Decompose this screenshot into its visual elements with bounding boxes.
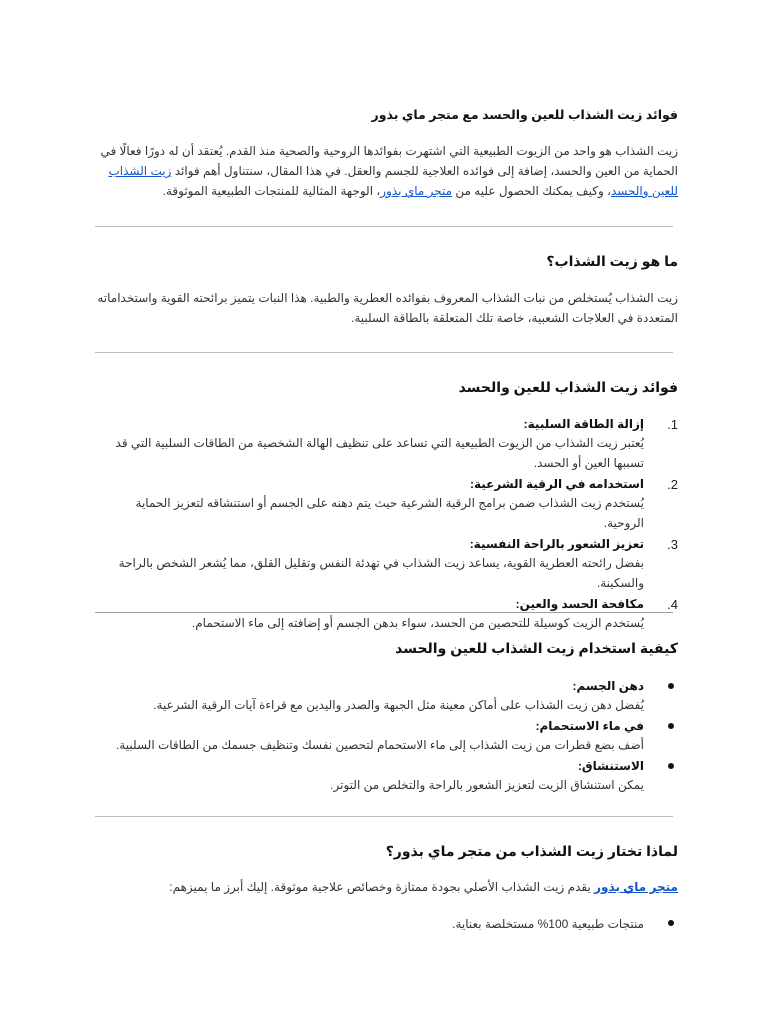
intro-link-store[interactable]: متجر ماي بذور <box>380 184 453 198</box>
benefits-list-wrap <box>95 415 678 635</box>
bullet-icon <box>668 683 674 689</box>
section-usage-heading: كيفية استخدام زيت الشذاب للعين والحسد <box>395 640 678 656</box>
list-item-desc: يمكن استنشاق الزيت لتعزيز الشعور بالراحة والتخلص من التوتر. <box>330 778 644 792</box>
section-what <box>95 253 678 270</box>
section-why-content <box>95 877 678 897</box>
section-what-heading: ما هو زيت الشذاب؟ <box>546 253 678 269</box>
divider-4 <box>95 816 673 817</box>
list-item <box>95 535 678 593</box>
intro-text-a: زيت الشذاب هو واحد من الزيوت الطبيعية التي اشتهرت بفوائدها الروحية والصحية منذ القدم. يُعتقد أن له دورًا فعالًا في الحماية من العين والحسد، إضافة إلى فوائده العلاجية للجسم والعقل. في هذا المقال، سنتناول أهم فوائد <box>100 144 678 178</box>
section-usage <box>95 640 678 657</box>
list-number: 3. <box>667 537 678 552</box>
intro-section <box>95 141 678 201</box>
list-item-desc: بفضل رائحته العطرية القوية، يساعد زيت الشذاب في تهدئة النفس وتقليل القلق، مما يُشعر الشخص بالراحة والسكينة. <box>118 556 644 590</box>
list-item-head: دهن الجسم: <box>572 679 644 693</box>
intro-paragraph <box>95 141 678 201</box>
section-what-content <box>95 288 678 328</box>
intro-link-oil[interactable]: زيت الشذاب للعين والحسد <box>108 164 678 198</box>
bullet-icon <box>668 763 674 769</box>
article-title: فوائد زيت الشذاب للعين والحسد مع متجر ماي بذور <box>371 108 678 122</box>
usage-list <box>95 677 678 795</box>
section-why-paragraph <box>95 877 678 897</box>
usage-list-wrap <box>95 677 678 797</box>
list-item <box>95 595 678 633</box>
bullet-icon <box>668 920 674 926</box>
why-list <box>95 914 678 934</box>
list-item-head: الاستنشاق: <box>577 759 644 773</box>
list-item-desc: يُستخدم زيت الشذاب ضمن برامج الرقية الشرعية حيث يتم دهنه على الجسم أو استنشاقه لتعزيز الحماية الروحية. <box>135 496 644 530</box>
why-text: يقدم زيت الشذاب الأصلي بجودة ممتازة وخصائص علاجية موثوقة. إليك أبرز ما يميزهم: <box>169 880 595 894</box>
list-item <box>95 415 678 473</box>
list-item <box>95 677 678 715</box>
list-item <box>95 475 678 533</box>
benefits-list <box>95 415 678 633</box>
divider-3 <box>95 612 673 613</box>
list-item-desc: منتجات طبيعية 100% مستخلصة بعناية. <box>452 917 644 931</box>
list-item-desc: يُعتبر زيت الشذاب من الزيوت الطبيعية التي تساعد على تنظيف الهالة الشخصية من الطاقات السلبية التي قد تسببها العين أو الحسد. <box>115 436 644 470</box>
list-number: 1. <box>667 417 678 432</box>
divider-2 <box>95 352 673 353</box>
list-number: 2. <box>667 477 678 492</box>
list-item <box>95 757 678 795</box>
list-number: 4. <box>667 597 678 612</box>
list-item-head: تعزيز الشعور بالراحة النفسية: <box>469 537 644 551</box>
section-what-body: زيت الشذاب يُستخلص من نبات الشذاب المعروف بفوائده العطرية والطبية. هذا النبات يتميز برائحته القوية واستخداماته المتعددة في العلاجات الشعبية، خاصة تلك المتعلقة بالطاقة السلبية. <box>97 291 678 325</box>
list-item-head: استخدامه في الرقية الشرعية: <box>470 477 644 491</box>
list-item-desc: يُستخدم الزيت كوسيلة للتحصين من الحسد، سواء بدهن الجسم أو إضافته إلى ماء الاستحمام. <box>191 616 644 630</box>
intro-text-c: ، الوجهة المثالية للمنتجات الطبيعية الموثوقة. <box>162 184 381 198</box>
why-link-store[interactable]: متجر ماي بذور <box>594 880 678 894</box>
list-item <box>95 914 678 934</box>
section-why <box>95 843 678 860</box>
bullet-icon <box>668 723 674 729</box>
list-item <box>95 717 678 755</box>
section-benefits-heading: فوائد زيت الشذاب للعين والحسد <box>458 379 678 395</box>
section-benefits <box>95 379 678 396</box>
list-item-desc: أضف بضع قطرات من زيت الشذاب إلى ماء الاستحمام لتحصين نفسك وتنظيف جسمك من الطاقات السلبية. <box>115 738 644 752</box>
list-item-desc: يُفضل دهن زيت الشذاب على أماكن معينة مثل الجبهة والصدر واليدين مع قراءة آيات الرقية الشرعية. <box>153 698 644 712</box>
divider-1 <box>95 226 673 227</box>
list-item-head: في ماء الاستحمام: <box>535 719 644 733</box>
section-why-heading: لماذا تختار زيت الشذاب من متجر ماي بذور؟ <box>385 843 678 859</box>
why-list-wrap <box>95 914 678 936</box>
list-item-head: مكافحة الحسد والعين: <box>515 597 644 611</box>
intro-text-b: ، وكيف يمكنك الحصول عليه من <box>452 184 611 198</box>
list-item-head: إزالة الطاقة السلبية: <box>523 417 644 431</box>
